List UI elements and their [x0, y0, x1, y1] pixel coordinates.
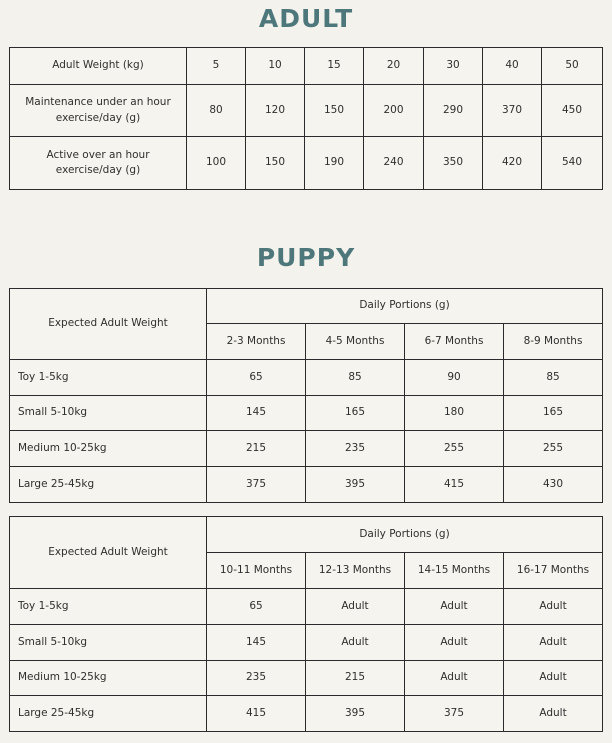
table-cell: 215 — [207, 431, 306, 467]
table-cell: Adult — [405, 661, 504, 696]
table-row — [10, 589, 603, 625]
month-header: 16-17 Months — [504, 553, 603, 589]
table-cell: Adult — [306, 625, 405, 661]
table-cell: 430 — [504, 467, 603, 503]
table-cell: 235 — [207, 661, 306, 696]
weight-30: 30 — [424, 48, 483, 85]
table-row — [10, 396, 603, 431]
table-cell: 240 — [364, 137, 424, 190]
weight-10: 10 — [246, 48, 305, 85]
table-cell: Adult — [405, 625, 504, 661]
table-cell: 90 — [405, 360, 504, 396]
puppy-heading: PUPPY — [256, 243, 356, 272]
month-header: 14-15 Months — [405, 553, 504, 589]
table-cell: 350 — [424, 137, 483, 190]
maintenance-row — [10, 85, 603, 137]
table-cell: 165 — [306, 396, 405, 431]
table-row — [10, 467, 603, 503]
table-cell: Adult — [504, 589, 603, 625]
table-cell: 215 — [306, 661, 405, 696]
expected-adult-weight-header: Expected Adult Weight — [10, 289, 207, 360]
table-cell: Adult — [504, 625, 603, 661]
size-label: Small 5-10kg — [10, 396, 207, 431]
month-header: 12-13 Months — [306, 553, 405, 589]
weight-20: 20 — [364, 48, 424, 85]
table-row — [10, 661, 603, 696]
table-cell: 255 — [504, 431, 603, 467]
table-cell: 415 — [207, 696, 306, 732]
table-cell: 395 — [306, 696, 405, 732]
table-cell: 85 — [504, 360, 603, 396]
table-cell: Adult — [306, 589, 405, 625]
puppy-table-early — [9, 288, 603, 503]
size-label: Medium 10-25kg — [10, 661, 207, 696]
table-cell: 370 — [483, 85, 542, 137]
table-cell: 540 — [542, 137, 603, 190]
table-header-row — [10, 289, 603, 324]
table-cell: 85 — [306, 360, 405, 396]
month-header: 2-3 Months — [207, 324, 306, 360]
table-cell: 190 — [305, 137, 364, 190]
size-label: Medium 10-25kg — [10, 431, 207, 467]
table-cell: 120 — [246, 85, 305, 137]
weight-5: 5 — [187, 48, 246, 85]
active-label: Active over an hour exercise/day (g) — [10, 137, 187, 190]
size-label: Toy 1-5kg — [10, 360, 207, 396]
expected-adult-weight-header: Expected Adult Weight — [10, 517, 207, 589]
weight-15: 15 — [305, 48, 364, 85]
table-cell: 395 — [306, 467, 405, 503]
maintenance-label: Maintenance under an hour exercise/day (g) — [10, 85, 187, 137]
size-label: Large 25-45kg — [10, 696, 207, 732]
table-cell: 145 — [207, 625, 306, 661]
table-cell: Adult — [504, 661, 603, 696]
table-cell: 180 — [405, 396, 504, 431]
table-cell: 375 — [207, 467, 306, 503]
table-cell: 165 — [504, 396, 603, 431]
table-cell: 65 — [207, 360, 306, 396]
table-cell: 235 — [306, 431, 405, 467]
table-cell: 420 — [483, 137, 542, 190]
table-cell: 100 — [187, 137, 246, 190]
weight-40: 40 — [483, 48, 542, 85]
daily-portions-header: Daily Portions (g) — [207, 289, 603, 324]
month-header: 8-9 Months — [504, 324, 603, 360]
adult-feeding-table — [9, 47, 603, 190]
adult-weight-row — [10, 48, 603, 85]
size-label: Large 25-45kg — [10, 467, 207, 503]
month-header: 4-5 Months — [306, 324, 405, 360]
table-row — [10, 625, 603, 661]
puppy-table-late — [9, 516, 603, 732]
table-cell: 145 — [207, 396, 306, 431]
table-cell: 255 — [405, 431, 504, 467]
table-header-row — [10, 517, 603, 553]
table-row — [10, 360, 603, 396]
table-cell: Adult — [504, 696, 603, 732]
table-cell: 200 — [364, 85, 424, 137]
table-cell: 80 — [187, 85, 246, 137]
weight-50: 50 — [542, 48, 603, 85]
table-cell: 450 — [542, 85, 603, 137]
table-cell: 415 — [405, 467, 504, 503]
size-label: Small 5-10kg — [10, 625, 207, 661]
month-header: 10-11 Months — [207, 553, 306, 589]
adult-weight-header: Adult Weight (kg) — [10, 48, 187, 85]
table-cell: 290 — [424, 85, 483, 137]
table-cell: 150 — [246, 137, 305, 190]
table-cell: 65 — [207, 589, 306, 625]
month-header: 6-7 Months — [405, 324, 504, 360]
size-label: Toy 1-5kg — [10, 589, 207, 625]
table-cell: 150 — [305, 85, 364, 137]
active-row — [10, 137, 603, 190]
adult-heading: ADULT — [258, 4, 354, 33]
table-cell: 375 — [405, 696, 504, 732]
table-row — [10, 696, 603, 732]
table-row — [10, 431, 603, 467]
table-cell: Adult — [405, 589, 504, 625]
daily-portions-header: Daily Portions (g) — [207, 517, 603, 553]
